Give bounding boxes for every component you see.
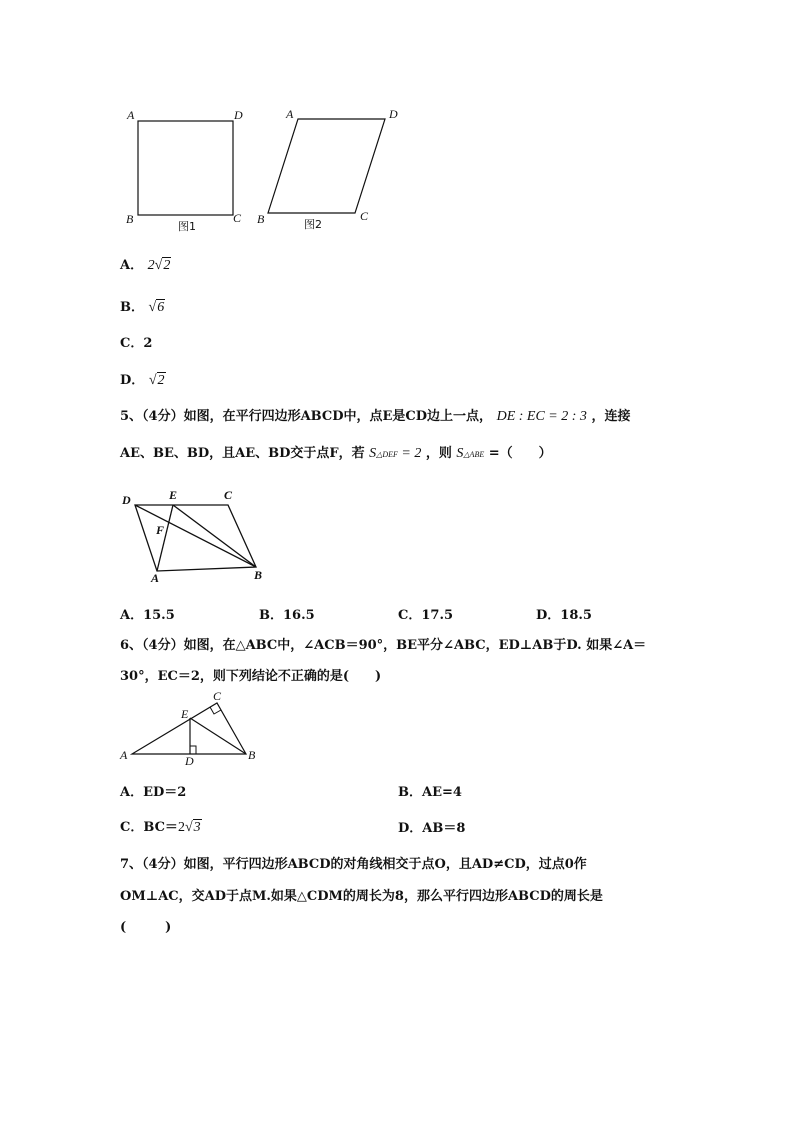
q6-option-c: [120, 816, 202, 836]
q7-line1: 7、（4分）如图，平行四边形ABCD的对角线相交于点O，且AD≠CD，过点0作: [120, 857, 587, 872]
q5-label-f: F: [156, 523, 165, 537]
q5-then: ，则: [425, 446, 452, 461]
q6-label-c: C: [213, 690, 222, 703]
q4-option-b-radical: √6: [148, 300, 165, 315]
fig1-label-a: A: [127, 108, 135, 122]
fig2-label-a: A: [286, 107, 294, 121]
q4-option-a-radical: 2√2: [147, 258, 171, 273]
q5-line2-text: AE、BE、BD，且AE、BD交于点F，若: [120, 446, 365, 461]
q6-label-b: B: [248, 748, 256, 762]
q4-option-a-coef: 2: [147, 258, 155, 273]
q6-label-d: D: [185, 754, 194, 768]
q6-option-d: D．AB＝8: [398, 821, 466, 836]
q4-option-a-radicand: 2: [163, 258, 171, 273]
q5-line2: [120, 442, 552, 462]
q7-line3: ( ): [120, 920, 172, 935]
figure-square-parallelogram: [118, 100, 408, 240]
q5-label-a: A: [151, 571, 160, 585]
q6-label-e: E: [181, 707, 189, 721]
q4-option-d-prefix: D．: [120, 373, 145, 388]
q6-option-a: A．ED＝2: [120, 785, 187, 800]
q4-option-b-radicand: 6: [157, 300, 165, 315]
q5-s-def-val: = 2: [397, 446, 422, 461]
q6-option-b: B．AE=4: [398, 785, 462, 800]
q5-option-c: C．17.5: [398, 608, 454, 623]
q5-s-abe-tail: =（ ）: [488, 446, 552, 461]
q5-ratio: DE : EC = 2 : 3: [496, 409, 587, 424]
fig1-label-b: B: [126, 212, 134, 226]
q6-line2: 30°，EC＝2，则下列结论不正确的是( ): [120, 669, 382, 684]
q7-line2: OM⊥AC，交AD于点M.如果△CDM的周长为8，那么平行四边形ABCD的周长是: [120, 889, 603, 904]
q5-s-def-symbol: S: [369, 446, 377, 461]
q5-label-b: B: [254, 568, 263, 582]
fig1-caption: 图1: [178, 220, 196, 233]
q5-s-abe-sub: △ABE: [463, 450, 485, 459]
q4-option-a-prefix: A．: [120, 258, 144, 273]
fig1-label-c: C: [233, 211, 242, 225]
q5-s-def-sub: △DEF: [376, 450, 398, 459]
q6-option-c-prefix: C．BC＝: [120, 820, 178, 835]
fig2-caption: 图2: [304, 218, 322, 231]
q5-label-e: E: [169, 488, 178, 502]
q4-option-a: [120, 254, 171, 274]
fig2-label-b: B: [257, 212, 265, 226]
q6-option-c-radicand: 3: [193, 820, 201, 835]
q6-label-a: A: [120, 748, 128, 762]
q4-option-c: C．2: [120, 336, 153, 351]
fig1-label-d: D: [234, 108, 243, 122]
q4-option-d-radical: √2: [148, 373, 165, 388]
q5-label-d: D: [122, 493, 131, 507]
q4-option-d: [120, 369, 166, 389]
q4-option-b-prefix: B．: [120, 300, 144, 315]
q5-line1-text: 5、（4分）如图，在平行四边形ABCD中，点E是CD边上一点，: [120, 409, 493, 424]
q5-label-c: C: [224, 488, 233, 502]
q4-option-d-radicand: 2: [157, 373, 165, 388]
q6-option-c-radical: 2√3: [177, 820, 201, 835]
q6-figure-right-triangle: [115, 690, 265, 770]
q6-line1: 6、（4分）如图，在△ABC中，∠ACB＝90°，BE平分∠ABC，ED⊥AB于D. 如果∠A＝: [120, 638, 647, 653]
q5-option-d: D．18.5: [536, 608, 592, 623]
q5-s-abe-symbol: S: [456, 446, 464, 461]
q5-line1-tail: ，连接: [591, 409, 631, 424]
q5-option-b: B．16.5: [259, 608, 315, 623]
fig2-label-c: C: [360, 209, 369, 223]
fig2-label-d: D: [389, 107, 398, 121]
q5-option-a: A．15.5: [120, 608, 175, 623]
q5-s-def: [369, 446, 421, 461]
q6-option-c-coef: 2: [177, 820, 185, 835]
q4-option-b: [120, 296, 165, 316]
q5-line1: [120, 405, 630, 425]
q5-s-abe: [456, 446, 484, 461]
q5-figure-parallelogram: [115, 485, 275, 585]
